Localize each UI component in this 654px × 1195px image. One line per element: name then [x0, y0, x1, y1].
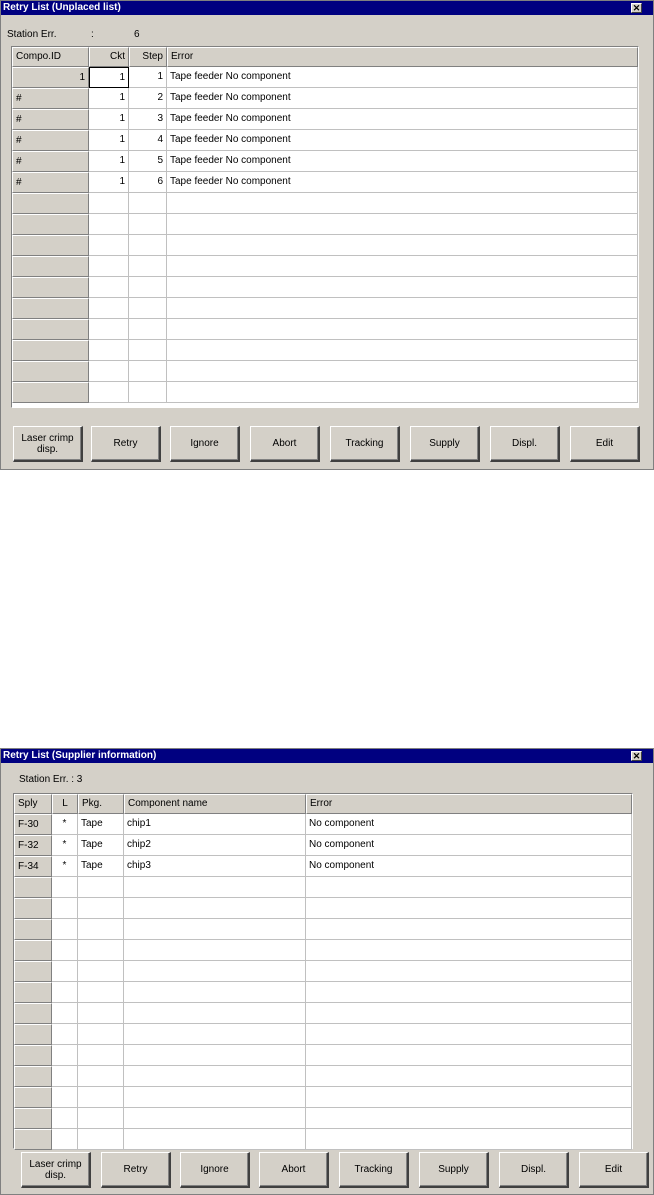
cell-l: [52, 1087, 78, 1108]
table-row[interactable]: [14, 1129, 632, 1150]
cell-ckt[interactable]: [89, 193, 129, 214]
table-row[interactable]: [12, 193, 638, 214]
supplier-info-grid[interactable]: [13, 793, 633, 1149]
cell-l: *: [52, 814, 78, 835]
cell-step: [129, 256, 167, 277]
cell-error: [306, 961, 632, 982]
cell-name: [124, 1129, 306, 1150]
abort-button[interactable]: Abort: [259, 1152, 329, 1188]
close-icon[interactable]: ✕: [632, 751, 641, 761]
column-header-id[interactable]: Compo.ID: [12, 47, 89, 67]
cell-ckt[interactable]: [89, 382, 129, 403]
laser-crimp-disp-button[interactable]: Laser crimp disp.: [21, 1152, 91, 1188]
cell-sply: [14, 1003, 52, 1024]
cell-l: [52, 877, 78, 898]
cell-sply: [14, 1024, 52, 1045]
table-row[interactable]: [14, 1003, 632, 1024]
cell-name: [124, 898, 306, 919]
ignore-button[interactable]: Ignore: [170, 426, 240, 462]
table-row[interactable]: [12, 151, 638, 172]
cell-pkg: [78, 919, 124, 940]
table-row[interactable]: [12, 277, 638, 298]
displ-button[interactable]: Displ.: [490, 426, 560, 462]
cell-name: [124, 919, 306, 940]
cell-step: [129, 361, 167, 382]
cell-l: *: [52, 856, 78, 877]
cell-error: [306, 919, 632, 940]
cell-name: chip2: [124, 835, 306, 856]
cell-id: #: [12, 109, 89, 130]
table-header-row: [12, 47, 638, 67]
cell-error: [167, 214, 638, 235]
displ-button[interactable]: Displ.: [499, 1152, 569, 1188]
cell-error: Tape feeder No component: [167, 88, 638, 109]
table-header-row: [14, 794, 632, 814]
cell-sply: [14, 898, 52, 919]
cell-id: #: [12, 88, 89, 109]
cell-name: [124, 1066, 306, 1087]
station-error-count: 6: [134, 29, 140, 40]
cell-step: 1: [129, 67, 167, 88]
cell-error: Tape feeder No component: [167, 67, 638, 88]
cell-sply: [14, 1129, 52, 1150]
cell-id: #: [12, 172, 89, 193]
column-header-name[interactable]: Component name: [124, 794, 306, 814]
table-row[interactable]: [12, 172, 638, 193]
cell-ckt[interactable]: [89, 256, 129, 277]
cell-sply: F-30: [14, 814, 52, 835]
cell-step: [129, 193, 167, 214]
cell-error: Tape feeder No component: [167, 151, 638, 172]
station-error-label: Station Err. : 3: [19, 774, 83, 785]
cell-pkg: [78, 1087, 124, 1108]
table-row[interactable]: [14, 919, 632, 940]
cell-name: [124, 1045, 306, 1066]
cell-ckt[interactable]: [89, 214, 129, 235]
table-row[interactable]: [12, 340, 638, 361]
cell-error: No component: [306, 856, 632, 877]
window-title: Retry List (Supplier information): [1, 749, 653, 763]
table-row[interactable]: [14, 1045, 632, 1066]
table-row[interactable]: [12, 298, 638, 319]
cell-l: [52, 940, 78, 961]
edit-button[interactable]: Edit: [579, 1152, 649, 1188]
tracking-button[interactable]: Tracking: [330, 426, 400, 462]
cell-error: [167, 193, 638, 214]
cell-pkg: [78, 1066, 124, 1087]
cell-pkg: [78, 877, 124, 898]
cell-pkg: [78, 1024, 124, 1045]
cell-ckt[interactable]: [89, 235, 129, 256]
cell-error: [306, 1003, 632, 1024]
cell-id: #: [12, 130, 89, 151]
cell-name: chip1: [124, 814, 306, 835]
cell-ckt[interactable]: 1: [89, 130, 129, 151]
cell-id: [12, 319, 89, 340]
cell-pkg: [78, 1108, 124, 1129]
cell-error: Tape feeder No component: [167, 109, 638, 130]
cell-id: [12, 277, 89, 298]
column-header-pkg[interactable]: Pkg.: [78, 794, 124, 814]
laser-crimp-disp-button[interactable]: Laser crimp disp.: [13, 426, 83, 462]
table-row[interactable]: [14, 1066, 632, 1087]
close-icon[interactable]: ✕: [632, 3, 641, 13]
table-row[interactable]: [14, 814, 632, 835]
abort-button[interactable]: Abort: [250, 426, 320, 462]
cell-name: [124, 877, 306, 898]
cell-error: [167, 361, 638, 382]
cell-name: [124, 1003, 306, 1024]
cell-pkg: Tape: [78, 814, 124, 835]
cell-sply: [14, 1108, 52, 1129]
window-title: Retry List (Unplaced list): [1, 1, 653, 15]
table-row[interactable]: [14, 898, 632, 919]
cell-l: [52, 1024, 78, 1045]
cell-id: [12, 298, 89, 319]
table-row[interactable]: [12, 130, 638, 151]
table-row[interactable]: [12, 88, 638, 109]
cell-ckt[interactable]: [89, 277, 129, 298]
cell-ckt[interactable]: [89, 361, 129, 382]
column-header-error[interactable]: Error: [167, 47, 638, 67]
cell-name: [124, 940, 306, 961]
cell-step: [129, 298, 167, 319]
cell-pkg: [78, 1129, 124, 1150]
cell-l: [52, 898, 78, 919]
supply-button[interactable]: Supply: [419, 1152, 489, 1188]
cell-pkg: Tape: [78, 835, 124, 856]
cell-l: *: [52, 835, 78, 856]
cell-id: [12, 382, 89, 403]
cell-ckt[interactable]: [89, 340, 129, 361]
cell-sply: [14, 940, 52, 961]
cell-sply: F-32: [14, 835, 52, 856]
column-header-l[interactable]: L: [52, 794, 78, 814]
cell-name: chip3: [124, 856, 306, 877]
table-row[interactable]: [12, 256, 638, 277]
cell-ckt[interactable]: [89, 319, 129, 340]
cell-error: [306, 1108, 632, 1129]
cell-name: [124, 1087, 306, 1108]
cell-error: [167, 319, 638, 340]
cell-l: [52, 1129, 78, 1150]
column-header-step[interactable]: Step: [129, 47, 167, 67]
cell-error: No component: [306, 835, 632, 856]
table-row[interactable]: [14, 856, 632, 877]
cell-ckt[interactable]: 1: [89, 151, 129, 172]
cell-sply: [14, 877, 52, 898]
cell-name: [124, 1108, 306, 1129]
table-row[interactable]: [14, 1108, 632, 1129]
cell-step: 5: [129, 151, 167, 172]
table-row[interactable]: [12, 109, 638, 130]
cell-sply: [14, 1045, 52, 1066]
cell-error: [306, 1066, 632, 1087]
cell-l: [52, 1108, 78, 1129]
table-row[interactable]: [14, 877, 632, 898]
retry-list-supplier-window: [0, 748, 654, 1195]
cell-step: [129, 382, 167, 403]
cell-id: [12, 340, 89, 361]
table-row[interactable]: [14, 961, 632, 982]
cell-step: [129, 277, 167, 298]
cell-error: [167, 256, 638, 277]
cell-error: [167, 277, 638, 298]
cell-sply: [14, 919, 52, 940]
cell-step: 6: [129, 172, 167, 193]
cell-name: [124, 961, 306, 982]
table-row[interactable]: [12, 67, 638, 88]
cell-ckt[interactable]: 1: [89, 67, 129, 88]
station-error-sep: :: [91, 29, 94, 40]
cell-step: 3: [129, 109, 167, 130]
cell-id: [12, 361, 89, 382]
cell-sply: [14, 1087, 52, 1108]
cell-error: [306, 898, 632, 919]
cell-error: [306, 1129, 632, 1150]
retry-button[interactable]: Retry: [91, 426, 161, 462]
table-row[interactable]: [14, 940, 632, 961]
cell-error: Tape feeder No component: [167, 172, 638, 193]
supply-button[interactable]: Supply: [410, 426, 480, 462]
cell-pkg: [78, 982, 124, 1003]
table-row[interactable]: [14, 835, 632, 856]
cell-l: [52, 1045, 78, 1066]
cell-error: [167, 298, 638, 319]
unplaced-list-grid[interactable]: [11, 46, 639, 408]
cell-step: [129, 340, 167, 361]
cell-pkg: [78, 961, 124, 982]
cell-id: 1: [12, 67, 89, 88]
cell-error: [167, 340, 638, 361]
cell-error: Tape feeder No component: [167, 130, 638, 151]
cell-error: [306, 1087, 632, 1108]
column-header-sply[interactable]: Sply: [14, 794, 52, 814]
retry-list-unplaced-window: [0, 0, 654, 470]
cell-sply: [14, 982, 52, 1003]
table-row[interactable]: [12, 214, 638, 235]
cell-step: 2: [129, 88, 167, 109]
table-row[interactable]: [14, 1024, 632, 1045]
cell-error: [306, 982, 632, 1003]
cell-id: [12, 193, 89, 214]
cell-step: [129, 235, 167, 256]
cell-name: [124, 1024, 306, 1045]
cell-error: [306, 877, 632, 898]
retry-button[interactable]: Retry: [101, 1152, 171, 1188]
cell-step: [129, 214, 167, 235]
cell-l: [52, 961, 78, 982]
cell-pkg: Tape: [78, 856, 124, 877]
cell-name: [124, 982, 306, 1003]
cell-error: [167, 382, 638, 403]
cell-l: [52, 919, 78, 940]
table-row[interactable]: [12, 382, 638, 403]
cell-error: [306, 1024, 632, 1045]
cell-sply: [14, 1066, 52, 1087]
edit-button[interactable]: Edit: [570, 426, 640, 462]
cell-l: [52, 982, 78, 1003]
cell-pkg: [78, 940, 124, 961]
cell-sply: [14, 961, 52, 982]
cell-error: [306, 1045, 632, 1066]
cell-pkg: [78, 1045, 124, 1066]
cell-sply: F-34: [14, 856, 52, 877]
cell-id: [12, 214, 89, 235]
cell-l: [52, 1003, 78, 1024]
table-row[interactable]: [12, 361, 638, 382]
cell-id: #: [12, 151, 89, 172]
table-row[interactable]: [14, 982, 632, 1003]
cell-ckt[interactable]: 1: [89, 88, 129, 109]
tracking-button[interactable]: Tracking: [339, 1152, 409, 1188]
cell-l: [52, 1066, 78, 1087]
column-header-error[interactable]: Error: [306, 794, 632, 814]
cell-ckt[interactable]: 1: [89, 172, 129, 193]
table-row[interactable]: [14, 1087, 632, 1108]
cell-ckt[interactable]: 1: [89, 109, 129, 130]
table-row[interactable]: [12, 235, 638, 256]
cell-id: [12, 235, 89, 256]
table-row[interactable]: [12, 319, 638, 340]
cell-ckt[interactable]: [89, 298, 129, 319]
cell-pkg: [78, 1003, 124, 1024]
cell-error: [167, 235, 638, 256]
station-error-label: Station Err.: [7, 29, 57, 40]
cell-pkg: [78, 898, 124, 919]
cell-step: 4: [129, 130, 167, 151]
cell-error: No component: [306, 814, 632, 835]
cell-id: [12, 256, 89, 277]
cell-step: [129, 319, 167, 340]
column-header-ckt[interactable]: Ckt: [89, 47, 129, 67]
cell-error: [306, 940, 632, 961]
ignore-button[interactable]: Ignore: [180, 1152, 250, 1188]
